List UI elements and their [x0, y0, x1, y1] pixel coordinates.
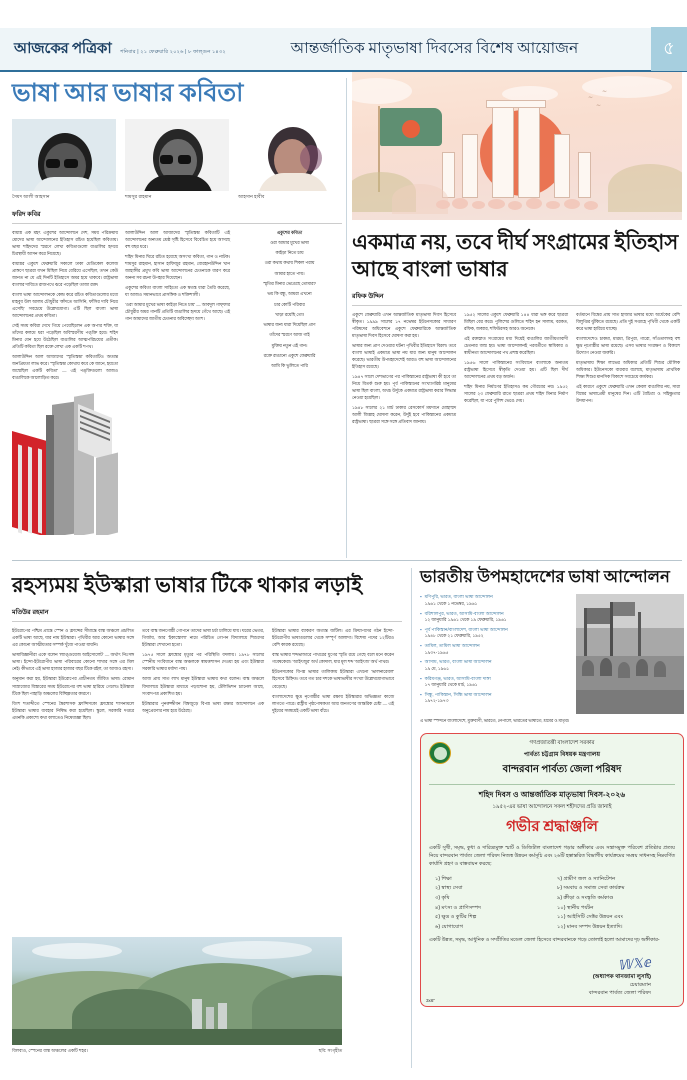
- language-movement-timeline: [420, 594, 572, 704]
- brand-block: [0, 37, 226, 62]
- list-item: ৮) সমবায় ও সমাজ সেবা কার্যক্রম: [557, 885, 625, 892]
- timeline-item: [420, 676, 572, 689]
- paragraph: বর্তমানে বিশ্বের প্রায় সাত হাজার ভাষার মধ্যে অর্ধেকের বেশি বিলুপ্তির ঝুঁকিতে রয়েছে। প্রতি দুই সপ্তাহে পৃথিবী থেকে একটি করে ভাষা হারিয়ে যাচ্ছে।: [576, 311, 680, 331]
- paragraph: এই কারণে একুশে ফেব্রুয়ারি এখন কেবল বাঙালির নয়, সারা বিশ্বের ভাষাপ্রেমী মানুষের দিন। এটি বৈচিত্র্য ও সহিষ্ণুতার উদযাপন।: [576, 383, 680, 403]
- timeline-title: মণিপুরি, ভারত, বাংলা ভাষা আন্দোলন: [424, 594, 493, 600]
- bird-icon: ∼: [596, 103, 602, 109]
- list-item: ৬) যোগাযোগ: [435, 923, 464, 930]
- column-divider-bottom: [411, 568, 412, 1068]
- ad-occasion: শহিদ দিবস ও আন্তর্জাতিক মাতৃভাষা দিবস-২০২৬: [478, 790, 626, 800]
- ad-list-right: [557, 875, 669, 933]
- history-headline[interactable]: একমাত্র নয়, তবে দীর্ঘ সংগ্রামের ইতিহাস আছে বাংলা ভাষার: [352, 230, 679, 282]
- timeline-title: আসাম, ভারত, বাংলা ভাষা আন্দোলন: [424, 659, 492, 665]
- poem-line: ওরা কথায় কথায় শিকল পরায়: [264, 260, 315, 266]
- list-item: ৪) মৎস্য ও প্রাণিসম্পদ: [435, 904, 481, 911]
- timeline-date: ১৭ জানুয়ারি থেকে মার্চ, ১৯৬১: [424, 682, 478, 688]
- euskara-body-col1: [12, 627, 134, 723]
- poem-line: রক্তে রাঙানো একুশে ফেব্রুয়ারি: [263, 353, 316, 359]
- ad-govt-line: গণপ্রজাতন্ত্রী বাংলাদেশ সরকার: [529, 740, 595, 747]
- bullet-icon: ▪: [420, 626, 422, 632]
- ad-body-text: একটি সুখী, সমৃদ্ধ, কুধা ও দারিদ্র্যমুক্ত স্মার্ট ও ডিজিটাল বাংলাদেশ গড়ার অঙ্গীকার এবং সন্ত্রাসমুক্ত পরিবেশ প্রতিষ্ঠার প্রত্যয় নিয়ে বান্দরবান পার্বত্য জেলা পরিষদ নিজস্ব উন্নয়ন কর্মসূচি এবং ২৬টি হস্তান্তরিত বিভাগীয় কার্যক্রমের সমন্বয় সাধনসহ নিম্নবর্ণিত কার্যাদি গ্রহণ ও বাস্তবায়ন করছে:: [429, 845, 675, 867]
- timeline-item: [420, 594, 572, 607]
- timeline-date: ১৯৬১ থেকে ১ নভেম্বর, ১৯৬১: [424, 600, 478, 606]
- portrait-cell: [125, 119, 229, 200]
- poetry-byline: ফরিদ কবির: [12, 209, 342, 224]
- poem-line: কাইড়া নিতে চায়: [275, 250, 304, 256]
- paragraph: বাস্ক ভাষার শব্দভান্ডারে পাথরের যুগের স্মৃতি রয়ে গেছে বলে মনে করেন গবেষকেরা। 'আইৎজুর' অর্থ কোদাল, যার মূল শব্দ 'আইৎজ' অর্থ পাথর।: [272, 652, 394, 665]
- bullet-icon: ▪: [420, 643, 422, 649]
- poetry-headline[interactable]: ভাষা আর ভাষার কবিতা: [12, 80, 244, 107]
- timeline-item: [420, 611, 572, 624]
- newspaper-logo[interactable]: আজকের পত্রিকা: [14, 40, 112, 57]
- ad-closing-text: একটি উন্নত, সমৃদ্ধ, আধুনিক ও সম্প্রীতির মডেল জেলা হিসেবে বান্দরবানকে গড়ে তোলাই হলো আমাদের দৃঢ় অঙ্গীকার-: [429, 937, 660, 944]
- column-divider-top: [346, 78, 347, 558]
- paragraph: একুশে ফেব্রুয়ারি এখন আন্তর্জাতিক মাতৃভাষা দিবস হিসেবে স্বীকৃত। ১৯৯৯ সালের ১৭ নভেম্বর ইউনেসকোর সাধারণ পরিষদের অধিবেশনে একুশে ফেব্রুয়ারিকে আন্তর্জাতিক মাতৃভাষা দিবস হিসেবে ঘোষণা করা হয়।: [352, 311, 456, 338]
- flower-rubble: [436, 198, 606, 210]
- timeline-date: ১২ জানুয়ারি ১৯৬১ থেকে ১৯ ফেব্রুয়ারি, ১৯৬১: [424, 617, 507, 623]
- ad-tribute-headline: গভীর শ্রদ্ধাঞ্জলি: [506, 819, 598, 836]
- history-body-col2: [464, 311, 568, 428]
- shaheed-minar-hero-illustration: [352, 72, 682, 220]
- portrait-strip: [12, 119, 342, 200]
- euskara-article: [12, 572, 402, 724]
- protest-archive-photo: [576, 594, 684, 714]
- bullet-icon: ▪: [420, 659, 422, 665]
- paragraph: সেই সময় কবিরা দেখে গিয়ে পেয়েছিলেন এক অপার শক্তি, যা তাঁদের কলমে ধরা পড়েছিল অবিস্মরণীয় পঙ্‌ক্তি হয়ে। শহিদ মিনার যেন হয়ে উঠেছিল বাঙালির আত্মপরিচয়ের প্রতীক। প্রতিটি কবিতা ছিল রক্তে লেখা এক একটি শপথ।: [12, 322, 118, 349]
- portrait-photo-2: [125, 119, 229, 191]
- poem-line: আমার হাতে পায়।: [274, 270, 305, 276]
- list-item: ১) শিক্ষা: [435, 875, 452, 882]
- government-advertisement: [420, 733, 684, 1007]
- poem-line: ওরা আমার মুখের ভাষা: [270, 239, 309, 245]
- timeline-item: [420, 627, 572, 640]
- paragraph: ইউনেসকোর বিপন্ন ভাষার তালিকায় ইউস্কারা এখনো 'ভালনারেবল' হিসেবে চিহ্নিত। তবে গত চার দশকে ভাষাভাষীর সংখ্যা উল্লেখযোগ্যভাবে বেড়েছে।: [272, 669, 394, 689]
- paragraph: বাংলাদেশেও চাকমা, মারমা, ত্রিপুরা, গারো, সাঁওতালসহ বহু ক্ষুদ্র নৃগোষ্ঠীর ভাষা রয়েছে। এসব ভাষার সংরক্ষণ ও বিকাশে উদ্যোগ নেওয়া জরুরি।: [576, 335, 680, 355]
- bullet-icon: ▪: [420, 691, 422, 697]
- photo-caption: বিলবাও, স্পেনের বাস্ক অঞ্চলের একটি শহর।: [12, 1048, 88, 1053]
- timeline-date: ১৯৩৭-১৯৬৫: [424, 649, 449, 655]
- timeline-and-ad-column: [420, 566, 684, 1007]
- paragraph: বায়ান্ন এক মহৎ একুশের আন্দোলনে দেশ, সময় পরিক্রমায় মোদের ভাষা আন্দোলনের ইতিহাস রচিত হয়েছিল কবিতায়। ভাষা শহিদদের স্মরণে লেখা কবিতাগুলো বাঙালির হৃদয়ে চিরস্থায়ী আসন করে নিয়েছে।: [12, 229, 118, 256]
- timeline-headline[interactable]: ভারতীয় উপমহাদেশের ভাষা আন্দোলন: [420, 567, 670, 586]
- timeline-title: বরিশালপুর, ভারত, আসামি-বাংলা আন্দোলন: [424, 610, 504, 616]
- paragraph: বিংশ শতাব্দীতে স্পেনের স্বৈরশাসক ফ্রান্সিসকো ফ্রাঙ্কোর শাসনামলে ইউস্কারা ভাষার ব্যবহার নিষিদ্ধ করা হয়েছিল। স্কুলে, সরকারি দপ্তরে এমনকি প্রকাশ্যে কথা বলাতেও নিষেধাজ্ঞা ছিল।: [12, 700, 134, 720]
- ad-signature-block: [429, 955, 675, 998]
- paragraph: আলাউদ্দিন আল আজাদের স্মৃতিস্তম্ভ কবিতাটি এই আন্দোলনের অন্যতম শ্রেষ্ঠ সৃষ্টি হিসেবে বিবেচিত হয়ে আসছে বহু বছর ধরে।: [125, 229, 230, 249]
- ad-size-marker: 3x6": [426, 998, 436, 1004]
- timeline-title: পূর্ব পাকিস্তান/বাংলাদেশ, বাংলা ভাষা আন্দোলন: [424, 626, 508, 632]
- paragraph: ১৯৫৬ সালে পাকিস্তানের সংবিধানে বাংলাকে অন্যতম রাষ্ট্রভাষা হিসেবে স্বীকৃতি দেওয়া হয়। এটি ছিল দীর্ঘ আন্দোলনের প্রথম বড় অর্জন।: [464, 359, 568, 379]
- bird-icon: ∼: [588, 95, 594, 101]
- paragraph: ১৯৫২ সালের একুশে ফেব্রুয়ারি ১৪৪ ধারা ভঙ্গ করে ছাত্ররা মিছিল বের করে। পুলিশের গুলিতে শহিদ হন সালাম, বরকত, রফিক, জব্বার, শফিউরসহ আরও অনেকে।: [464, 311, 568, 331]
- paragraph: ১৯৪৮ সালের ২১ মার্চ ঢাকার রেসকোর্স ময়দানে মোহাম্মদ আলী জিন্নাহ ঘোষণা করেন, উর্দুই হবে পাকিস্তানের একমাত্র রাষ্ট্রভাষা। ছাত্ররা সঙ্গে সঙ্গে প্রতিবাদ জানায়।: [352, 404, 456, 425]
- bird-icon: ∼: [602, 89, 608, 95]
- portrait-cell: [238, 119, 342, 200]
- page-number-badge: ৫: [651, 27, 687, 71]
- timeline-item: [420, 643, 572, 656]
- poem-line: তাঁদের স্মরণে আজ গাই: [269, 332, 310, 338]
- paragraph: ইউস্কারা ভাষার ব্যাকরণ অত্যন্ত জটিল। এর ক্রিয়াপদের গঠন ইন্দো-ইউরোপীয় ভাষাগুলোর থেকে সম্পূর্ণ আলাদা। বিশেষ্য পদের ১২টিরও বেশি কারক রয়েছে।: [272, 628, 394, 648]
- paragraph: তবে বাস্ক জনগোষ্ঠী গোপনে তাদের ভাষা চর্চা চালিয়ে যায়। ঘরের ভেতর, গির্জায়, আর 'ইকাস্তোলা' নামে পরিচিত গোপন বিদ্যালয়ে শিশুদের ইউস্কারা শেখানো হতো।: [142, 628, 264, 648]
- horizontal-divider: [12, 560, 682, 561]
- ad-subtitle: ১৯৫২-এর ভাষা আন্দোলনে সকল শহীদদের প্রতি জানাই: [492, 804, 612, 811]
- ad-ministry-line: পার্বত্য চট্টগ্রাম বিষয়ক মন্ত্রণালয়: [523, 751, 601, 759]
- history-byline: রফিক উদ্দিন: [352, 291, 682, 306]
- paragraph: বাংলা ভাষা আন্দোলনকে কেন্দ্র করে রচিত কবিতাগুলোর মধ্যে মাহবুব উল আলম চৌধুরীর 'কাঁদতে আসিনি, ফাঁসির দাবি নিয়ে এসেছি' সবচেয়ে উল্লেখযোগ্য। এটি ছিল বাংলা ভাষা আন্দোলনের প্রথম কবিতা।: [12, 291, 118, 318]
- poem-line: আমি কি ভুলিতে পারি: [271, 363, 308, 369]
- poem-line: খাড়া রয়েছি তো!: [275, 311, 304, 317]
- paragraph: ইউস্কারার পুনরুজ্জীবন বিশ্বজুড়ে বিপন্ন ভাষা রক্ষার আন্দোলনে এক অনুপ্রেরণার নাম হয়ে উঠেছে।: [142, 700, 264, 713]
- portrait-caption-3: আহসান হাবীব: [238, 194, 265, 199]
- paragraph: এই রক্তস্নাত সংগ্রামের মধ্য দিয়েই বাঙালির জাতীয়তাবাদী চেতনার জন্ম হয়। ভাষা আন্দোলনই পরবর্তীতে স্বাধিকার ও স্বাধীনতা আন্দোলনের পথ প্রশস্ত করেছিল।: [464, 335, 568, 355]
- list-item: ১২) মানব সম্পদ উন্নয়ন ইত্যাদি।: [557, 923, 623, 930]
- poem-line: মুক্তির নতুন এই গান।: [271, 342, 308, 348]
- timeline-title: তামিল, তামিল ভাষা আন্দোলন: [424, 643, 480, 649]
- timeline-item: [420, 692, 572, 705]
- list-item: ১০) স্থানীয় পর্যটন: [557, 904, 594, 911]
- list-item: ৩) কৃষি: [435, 894, 450, 901]
- paragraph: শহিদ মিনার ঘিরে রচিত হয়েছে অসংখ্য কবিতা, গান ও নাটক। শামসুর রাহমান, হাসান হাফিজুর রহমান, বোরহানউদ্দিন খান জাহাঙ্গীর প্রমুখ কবি ভাষা আন্দোলনের চেতনাকে ধারণ করে অনন্য সব রচনা উপহার দিয়েছেন।: [125, 253, 230, 280]
- flag-circle: [402, 120, 420, 138]
- timeline-date: ১৯ মে, ১৯৬১: [424, 665, 450, 671]
- section-title: আন্তর্জাতিক মাতৃভাষা দিবসের বিশেষ আয়োজন: [290, 40, 579, 57]
- poem-line: স্মৃতির মিনার ভেঙেছে তোমার?: [263, 280, 316, 286]
- ad-list-left: [435, 875, 547, 933]
- euskara-byline: মতিউর রহমান: [12, 607, 402, 622]
- paragraph: শহিদ মিনার নির্মাণের ইতিহাসও কম গৌরবের নয়। ১৯৫২ সালের ২৩ ফেব্রুয়ারি রাতে ছাত্ররা প্রথম শহিদ মিনার নির্মাণ করেছিল, যা পরে পুলিশ ভেঙে দেয়।: [464, 383, 568, 403]
- euskara-headline[interactable]: রহস্যময় ইউস্কারা ভাষার টিকে থাকার লড়াই: [12, 573, 363, 597]
- publication-date: শনিবার | ২১ ফেব্রুয়ারি ২০২৬ | ৮ ফাল্গুন ১৪৩২: [120, 48, 226, 55]
- history-body-col3: [576, 311, 680, 428]
- timeline-footer: এ ভাষা স্পন্দনে বাংলাদেশে, মুক্তবাণী, ভারতে, নেপালে, ভারতের ভাষাতে, শ্রমের ও মাতৃর।: [420, 718, 570, 724]
- portrait-photo-1: [12, 119, 116, 191]
- paragraph: আলাউদ্দিন আল আজাদের 'স্মৃতিস্তম্ভ' কবিতাটিও অত্যন্ত জনপ্রিয়তা লাভ করে। 'স্মৃতিস্তম্ভ কোথায় কবে কে জানে, হয়তো জন্মেছিল একটি কবিতা' — এই পঙ্‌ক্তিগুলো আজও বাঙালিকে আলোড়িত করে।: [12, 354, 118, 381]
- euskara-body-col3: [272, 627, 394, 723]
- paragraph: ইউরোপের পশ্চিম প্রান্তে স্পেন ও ফ্রান্সের সীমান্তে বাস্ক অঞ্চলে প্রচলিত একটি ভাষা আছে, যার নাম ইউস্কারা। পৃথিবীর আর কোনো ভাষার সঙ্গে এর কোনো আত্মীয়তার সম্পর্ক খুঁজে পাওয়া যায়নি।: [12, 628, 134, 648]
- list-item: ৫) ক্ষুদ্র ও কুটির শিল্প: [435, 914, 477, 921]
- list-item: ১১) আইসিটি সেক্টর উন্নয়ন এবং: [557, 914, 623, 921]
- poetry-body-col2: [125, 229, 230, 322]
- history-body-col1: [352, 311, 456, 428]
- list-item: ৭) গ্রামীণ জল ও স্যানিটেশন: [557, 875, 616, 882]
- euskara-body-col2: [142, 627, 264, 723]
- portrait-caption-2: শামসুর রাহমান: [125, 194, 152, 199]
- ad-org-name: বান্দরবান পার্বত্য জেলা পরিষদ: [502, 764, 622, 776]
- poem-title: একুশের কবিতা: [276, 229, 303, 235]
- euskara-photo-block: [12, 930, 342, 1055]
- paragraph: ১৯৭৫ সালে ফ্রাঙ্কোর মৃত্যুর পর পরিস্থিতি বদলায়। ১৯৭৮ সালের স্পেনীয় সংবিধানে বাস্ক অঞ্চলকে স্বায়ত্তশাসন দেওয়া হয় এবং ইউস্কারা সরকারি ভাষার মর্যাদা পায়।: [142, 652, 264, 672]
- list-item: ২) স্বাস্থ্য সেবা: [435, 885, 463, 892]
- timeline-date: ১৯৪৮ থেকে ২১ ফেব্রুয়ারি, ১৯৫২: [424, 633, 484, 639]
- poem-line: ভাষার জন্য যারা দিয়েছিল প্রাণ: [263, 322, 316, 328]
- poem-line: চার কোটি পরিবার: [274, 301, 305, 307]
- list-item: ৯) ক্রীড়া ও সংস্কৃতি কর্মকাণ্ড: [557, 894, 614, 901]
- bilbao-landscape-photo: [12, 937, 342, 1045]
- timeline-title: সিন্ধু, পাকিস্তান, সিন্ধি ভাষা আন্দোলন: [424, 691, 492, 697]
- poetry-article: [12, 78, 342, 535]
- paragraph: মাতৃভাষায় শিক্ষা লাভের অধিকার প্রতিটি শিশুর মৌলিক অধিকার। ইউনেসকো বারবার বলেছে, মাতৃভাষায় প্রাথমিক শিক্ষা শিশুর মানসিক বিকাশে সবচেয়ে কার্যকর।: [576, 359, 680, 379]
- poem-line: ভয় কি বন্ধু, আমরা এখনো: [267, 291, 312, 297]
- paragraph: বাংলাদেশের ক্ষুদ্র নৃগোষ্ঠীর ভাষা রক্ষায় ইউস্কারার অভিজ্ঞতা কাজে লাগতে পারে। রাষ্ট্রীয় পৃষ্ঠপোষকতা আর জনগণের আন্তরিক চেষ্টা — এই দুইয়ের সমন্বয়েই একটি ভাষা বাঁচে।: [272, 693, 394, 713]
- portrait-photo-3: [238, 119, 342, 191]
- poetry-body-col1: [12, 229, 118, 382]
- masthead: [0, 28, 687, 72]
- portrait-cell: [12, 119, 116, 200]
- signatory-name: (অধ্যাপক থানজামা লুসাই): [592, 974, 651, 981]
- timeline-item: [420, 659, 572, 672]
- history-article: [352, 72, 682, 428]
- portrait-caption-1: সৈয়দ আলী আহসান: [12, 194, 50, 199]
- paragraph: ১৯৪৭ সালে দেশভাগের পর পাকিস্তানের রাষ্ট্রভাষা কী হবে তা নিয়ে বিতর্ক শুরু হয়। পূর্ব পাকিস্তানের সংখ্যাগরিষ্ঠ মানুষের ভাষা ছিল বাংলা, অথচ উর্দুকে একমাত্র রাষ্ট্রভাষা করার সিদ্ধান্ত নেওয়া হয়েছিল।: [352, 373, 456, 400]
- signatory-role: চেয়ারম্যান: [629, 982, 651, 989]
- timeline-title: করিমগঞ্জ, ভারত, আসামি-বাংলা দাঙ্গা: [424, 675, 491, 681]
- paragraph: আজ প্রায় সাত লাখ মানুষ ইউস্কারা ভাষায় কথা বলেন। বাস্ক অঞ্চলে বিদ্যালয়ে ইউস্কারা মাধ্যমে পড়াশোনা হয়, টেলিভিশন চ্যানেল আছে, সংবাদপত্র প্রকাশিত হয়।: [142, 676, 264, 696]
- govt-seal-icon: [429, 742, 451, 764]
- paragraph: ভাষাবিজ্ঞানীরা একে বলেন 'ল্যাঙ্গুয়েজ আইসোলেট' — অর্থাৎ নিঃসঙ্গ ভাষা। ইন্দো-ইউরোপীয় ভাষা পরিবারের কোনো শাখার সঙ্গে এর মিল নেই। কীভাবে এই ভাষা হাজার হাজার বছর টিকে রইল, তা আজও রহস্য।: [12, 652, 134, 672]
- bullet-icon: ▪: [420, 610, 422, 616]
- shaheed-minar-graphic: [12, 385, 118, 535]
- poem-block: [237, 229, 342, 370]
- signatory-org: বান্দরবান পার্বত্য জেলা পরিষদ: [588, 990, 651, 997]
- timeline-date: ১৯৭২-১৯৭৩: [424, 698, 449, 704]
- ad-program-list: [429, 875, 675, 933]
- paragraph: 'ওরা আমার মুখের ভাষা কাইড়া নিতে চায়' — আবদুল গাফ্‌ফার চৌধুরীর অমর গানটি প্রতিটি বাঙালির হৃদয়ে গেঁথে আছে। এই গান আমাদের জাতীয় চেতনার অবিচ্ছেদ্য অংশ।: [125, 301, 230, 321]
- ad-header: [429, 740, 675, 779]
- paragraph: বায়ান্নর একুশে ফেব্রুয়ারি সকালে ঢাকা মেডিকেল কলেজ প্রাঙ্গণে ছাত্ররা যখন মিছিল নিয়ে বেরিয়ে এসেছিল, তখন কেউ জানত না যে এই দিনটি ইতিহাসে অমর হয়ে থাকবে। রাষ্ট্রভাষা বাংলার দাবিতে রাজপথে ঝরে পড়েছিল তাজা রক্ত।: [12, 260, 118, 287]
- paragraph: একুশের কবিতা বাংলা সাহিত্যে এক স্বতন্ত্র ধারা তৈরি করেছে, যা আজও সমানভাবে প্রাসঙ্গিক ও শক্তিশালী।: [125, 284, 230, 297]
- bullet-icon: ▪: [420, 594, 422, 600]
- signature-mark: 𝕎𝕏𝕖: [617, 954, 652, 973]
- bullet-icon: ▪: [420, 675, 422, 681]
- paragraph: অনুমান করা হয়, ইউস্কারা ইউরোপের প্রাচীনতম জীবিত ভাষা। রোমান সাম্রাজ্যের বিস্তারের সময় ইউরোপের বহু ভাষা হারিয়ে গেলেও ইউস্কারা টিকে ছিল পাহাড়ি অঞ্চলের বিচ্ছিন্নতার কারণে।: [12, 676, 134, 696]
- photo-credit: ছবি: সংগৃহীত: [318, 1048, 342, 1053]
- paragraph: ভাষার জন্য প্রাণ দেওয়ার ঘটনা পৃথিবীর ইতিহাসে বিরল। তবে বাংলা ভাষাই একমাত্র ভাষা নয় যার জন্য মানুষ আন্দোলন করেছে। ভারতীয় উপমহাদেশেই আরও বহু ভাষা আন্দোলনের ইতিহাস রয়েছে।: [352, 342, 456, 369]
- ad-divider: [429, 784, 675, 785]
